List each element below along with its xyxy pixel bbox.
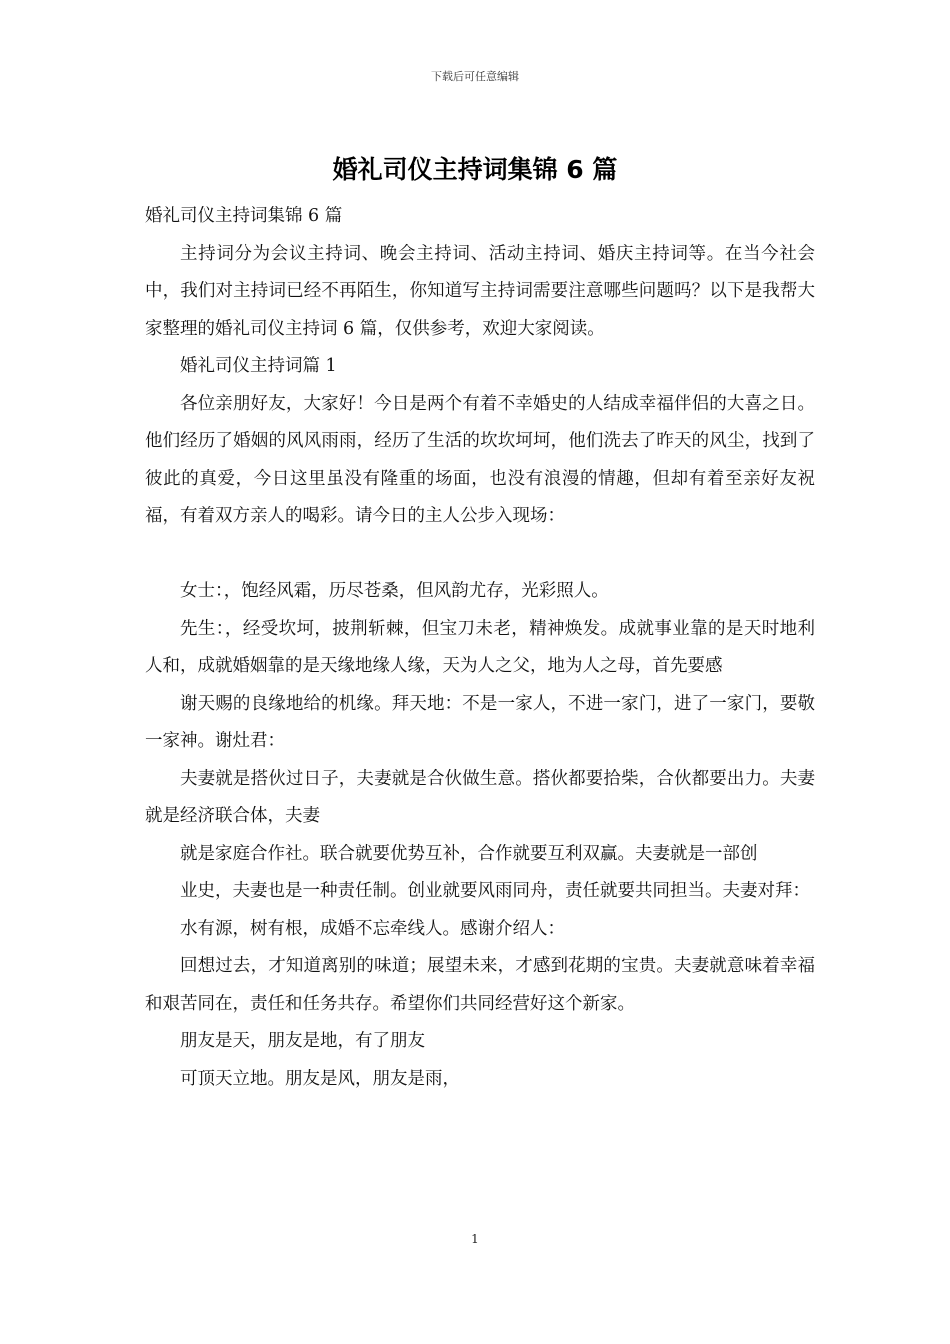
paragraph: 朋友是天，朋友是地，有了朋友: [180, 1031, 425, 1051]
paragraph: 可顶天立地。朋友是风，朋友是雨，: [180, 1068, 460, 1089]
section-heading: 婚礼司仪主持词篇 1: [180, 356, 337, 376]
document-title: 婚礼司仪主持词集锦 6 篇: [332, 155, 618, 184]
blank-line: [145, 536, 815, 574]
paragraph: 业史，夫妻也是一种责任制。创业就要风雨同舟，责任就要共同担当。夫妻对拜：: [180, 881, 810, 901]
document-subtitle: 婚礼司仪主持词集锦 6 篇: [145, 206, 343, 226]
page-header: 下载后可任意编辑: [431, 70, 519, 83]
paragraph: 各位亲朋好友，大家好！今日是两个有着不幸婚史的人结成幸福伴侣的大喜之日。他们经历了婚姻的风风雨雨，经历了生活的坎坎坷坷，他们洗去了昨天的风尘，找到了彼此的真爱，今日这里虽没有隆重的场面，也没有浪漫的情趣，但却有着至亲好友祝福，有着双方亲人的喝彩。请今日的主人公步入现场：: [145, 393, 815, 526]
page-number: 1: [471, 1232, 479, 1246]
paragraph: 先生：，经受坎坷，披荆斩棘，但宝刀未老，精神焕发。成就事业靠的是天时地利人和，成就婚姻靠的是天缘地缘人缘，天为人之父，地为人之母，首先要感: [145, 618, 815, 676]
paragraph: 水有源，树有根，成婚不忘牵线人。感谢介绍人：: [180, 918, 565, 939]
paragraph: 就是家庭合作社。联合就要优势互补，合作就要互利双赢。夫妻就是一部创: [180, 843, 758, 864]
paragraph: 回想过去，才知道离别的味道；展望未来，才感到花期的宝贵。夫妻就意味着幸福和艰苦同在，责任和任务共存。希望你们共同经营好这个新家。: [145, 956, 815, 1014]
intro-paragraph: 主持词分为会议主持词、晚会主持词、活动主持词、婚庆主持词等。在当今社会中，我们对主持词已经不再陌生，你知道写主持词需要注意哪些问题吗？以下是我帮大家整理的婚礼司仪主持词 6 篇，仅供参考，欢迎大家阅读。: [145, 243, 815, 339]
paragraph: 女士：，饱经风霜，历尽苍桑，但风韵尤存，光彩照人。: [180, 581, 609, 601]
document-body: [145, 198, 815, 1098]
paragraph: 夫妻就是搭伙过日子，夫妻就是合伙做生意。搭伙都要拾柴，合伙都要出力。夫妻就是经济联合体，夫妻: [145, 768, 815, 826]
paragraph: 谢天赐的良缘地给的机缘。拜天地：不是一家人，不进一家门，进了一家门，要敬一家神。谢灶君：: [145, 693, 815, 751]
